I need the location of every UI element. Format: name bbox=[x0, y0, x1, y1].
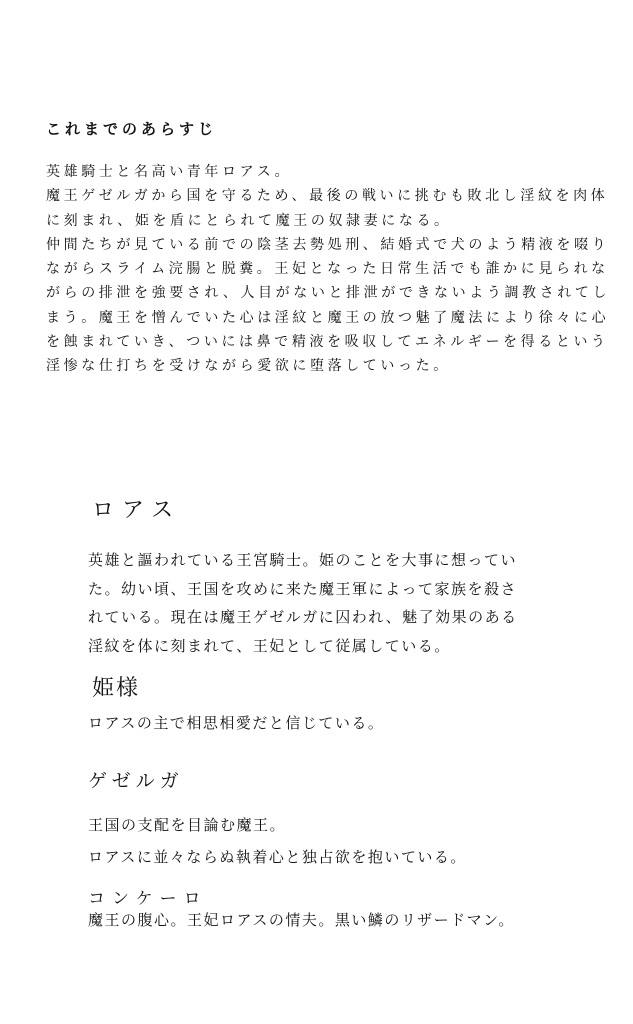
character-description-line: 王国の支配を目論む魔王。 bbox=[88, 816, 287, 834]
synopsis-line: まう。魔王を憎んでいた心は淫紋と魔王の放つ魅了魔法により徐々に心 bbox=[46, 309, 610, 326]
character-description-konkero bbox=[88, 908, 515, 932]
character-description-line: 英雄と謳われている王宮騎士。姫のことを大事に想ってい bbox=[88, 551, 518, 569]
character-description-line: た。幼い頃、王国を攻めに来た魔王軍によって家族を殺さ bbox=[88, 579, 518, 598]
synopsis-heading: これまでのあらすじ bbox=[46, 120, 218, 138]
synopsis-line: を蝕まれていき、ついには鼻で精液を吸収してエネルギーを得るという bbox=[46, 334, 609, 351]
synopsis-line: ながらスライム浣腸と脱糞。王妃となった日常生活でも誰かに見られな bbox=[46, 261, 609, 278]
synopsis-line: 英雄騎士と名高い青年ロアス。 bbox=[46, 164, 293, 180]
character-name-gezeruga: ゲゼルガ bbox=[88, 770, 184, 792]
synopsis-body bbox=[46, 160, 611, 379]
character-name-hime: 姫様 bbox=[92, 676, 141, 701]
character-description-gezeruga bbox=[88, 809, 467, 873]
synopsis-line: に刻まれ、姫を盾にとられて魔王の奴隷妻になる。 bbox=[46, 212, 452, 229]
character-description-line: ロアスの主で相思相愛だと信じている。 bbox=[88, 714, 385, 732]
synopsis-line: がらの排泄を強要され、人目がないと排泄ができないよう調教されてし bbox=[46, 285, 611, 302]
synopsis-line: 魔王ゲゼルガから国を守るため、最後の戦いに挑むも敗北し淫紋を肉体 bbox=[46, 188, 609, 205]
character-name-loas: ロアス bbox=[92, 498, 182, 523]
character-description-line: 淫紋を体に刻まれて、王妃として従属している。 bbox=[88, 636, 451, 655]
synopsis-line: 仲間たちが見ている前での陰茎去勢処刑、結婚式で犬のよう精液を啜り bbox=[46, 236, 610, 253]
character-description-hime bbox=[88, 711, 384, 735]
character-name-konkero: コンケーロ bbox=[88, 889, 208, 909]
character-description-line: 魔王の腹心。王妃ロアスの情夫。黒い鱗のリザードマン。 bbox=[88, 911, 515, 929]
character-description-line: れている。現在は魔王ゲゼルガに囚われ、魅了効果のある bbox=[88, 608, 518, 627]
character-description-line: ロアスに並々ならぬ執着心と独占欲を抱いている。 bbox=[88, 848, 467, 866]
synopsis-line: 淫惨な仕打ちを受けながら愛欲に堕落していった。 bbox=[46, 358, 451, 375]
character-description-loas bbox=[88, 546, 518, 660]
